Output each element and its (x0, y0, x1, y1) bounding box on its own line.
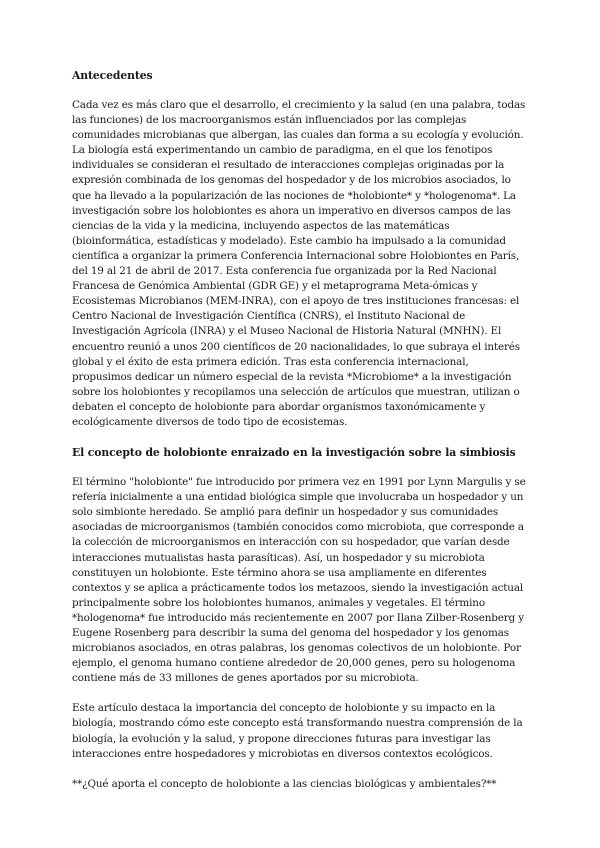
section-heading-antecedentes: Antecedentes (72, 69, 153, 82)
section-heading-holobionte-concept: El concepto de holobionte enraizado en la investigación sobre la simbiosis (72, 446, 516, 460)
paragraph-antecedentes: Cada vez es más claro que el desarrollo, el crecimiento y la salud (en una palabra, todas las funciones) de los macroorganismos están influenciados por las complejas comunidades microbianas que albergan, las cuales dan forma a su ecología y evolución. La biología está experimentando un cambio de paradigma, en el que los fenotipos individuales se consideran el resultado de interacciones complejas originadas por la expresión combinada de los genomas del hospedador y de los microbios asociados, lo que ha llevado a la popularización de las nociones de *holobionte* y *hologenoma*. La investigación sobre los holobiontes es ahora un imperativo en diversos campos de las ciencias de la vida y la medicina, incluyendo aspectos de las matemáticas (bioinformática, estadísticas y modelado). Este cambio ha impulsado a la comunidad científica a organizar la primera Conferencia Internacional sobre Holobiontes en París, del 19 al 21 de abril de 2017. Esta conferencia fue organizada por la Red Nacional Francesa de Genómica Ambiental (GDR GE) y el metaprograma Meta-ómicas y Ecosistemas Microbianos (MEM-INRA), con el apoyo de tres instituciones francesas: el Centro Nacional de Investigación Científica (CNRS), el Instituto Nacional de Investigación Agrícola (INRA) y el Museo Nacional de Historia Natural (MNHN). El encuentro reunió a unos 200 científicos de 20 nacionalidades, lo que subraya el interés global y el éxito de esta primera edición. Tras esta conferencia internacional, propusimos dedicar un número especial de la revista *Microbiome* a la investigación sobre los holobiontes y recopilamos una selección de artículos que muestran, utilizan o debaten el concepto de holobionte para abordar organismos taxonómicamente y ecológicamente diversos de todo tipo de ecosistemas. (72, 99, 526, 428)
paragraph-article-summary: Este artículo destaca la importancia del concepto de holobionte y su impacto en la biología, mostrando cómo este concepto está transformando nuestra comprensión de la biología, la evolución y la salud, y propone direcciones futuras para investigar las interacciones entre hospedadores y microbiotas en diversos contextos ecológicos. (72, 702, 523, 760)
paragraph-holobionte-definition: El término "holobionte" fue introducido por primera vez en 1991 por Lynn Margulis y se refería inicialmente a una entidad biológica simple que involucraba un hospedador y un solo simbionte heredado. Se amplió para definir un hospedador y sus comunidades asociadas de microorganismos (también conocidos como microbiota, que corresponde a la colección de microorganismos en interacción con su hospedador, que varían desde interacciones mutualistas hasta parasíticas). Así, un hospedador y su microbiota constituyen un holobionte. Este término ahora se usa ampliamente en diferentes contextos y se aplica a prácticamente todos los metazoos, siendo la investigación actual principalmente sobre los holobiontes humanos, animales y vegetales. El término *hologenoma* fue introducido más recientemente en 2007 por Ilana Zilber-Rosenberg y Eugene Rosenberg para describir la suma del genoma del hospedador y los genomas microbianos asociados, en otras palabras, los genomas colectivos de un holobionte. Por ejemplo, el genoma humano contiene alrededor de 20,000 genes, pero su hologenoma contiene más de 33 millones de genes aportados por su microbiota. (72, 476, 526, 685)
document-page (72, 68, 530, 807)
paragraph-question: **¿Qué aporta el concepto de holobionte a las ciencias biológicas y ambientales?** (72, 777, 497, 790)
